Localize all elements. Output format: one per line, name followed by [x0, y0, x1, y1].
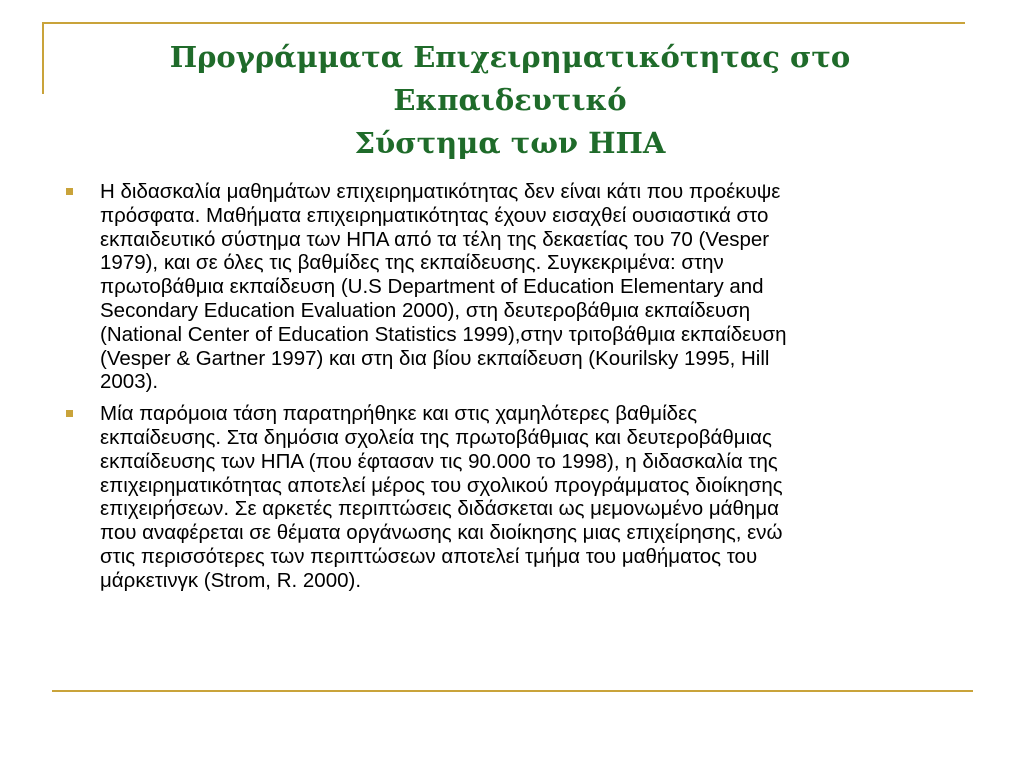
- slide-title-line: Σύστημα των ΗΠΑ: [354, 126, 666, 160]
- slide-title-line: Προγράμματα Επιχειρηματικότητας στο Εκπαιδευτικό: [169, 40, 851, 117]
- bullet-text-line: (National Center of Education Statistics 1999),στην τριτοβάθμια εκπαίδευση: [100, 322, 787, 346]
- bullet-text-line: Secondary Education Evaluation 2000), στη δευτεροβάθμια εκπαίδευση: [100, 298, 751, 322]
- square-bullet-icon: [66, 410, 73, 417]
- slide-title: [60, 36, 960, 165]
- square-bullet-icon: [66, 188, 73, 195]
- bullet-item: [66, 402, 966, 592]
- bullet-text-line: 1979), και σε όλες τις βαθμίδες της εκπαίδευσης. Συγκεκριμένα: στην: [100, 251, 724, 275]
- bullet-text-line: 2003).: [100, 370, 159, 394]
- bullet-text-line: Η διδασκαλία μαθημάτων επιχειρηματικότητας δεν είναι κάτι που προέκυψε: [100, 180, 781, 203]
- bullet-text-line: εκπαίδευσης των ΗΠΑ (που έφτασαν τις 90.000 το 1998), η διδασκαλία της: [100, 449, 778, 473]
- bullet-text-line: που αναφέρεται σε θέματα οργάνωσης και διοίκησης μιας επιχείρησης, ενώ: [100, 521, 783, 545]
- bullet-text-line: στις περισσότερες των περιπτώσεων αποτελεί τμήμα του μαθήματος του: [100, 544, 758, 568]
- bullet-text-line: εκπαίδευσης. Στα δημόσια σχολεία της πρωτοβάθμιας και δευτεροβάθμιας: [100, 425, 772, 449]
- bullet-text-line: επιχειρηματικότητας αποτελεί μέρος του σχολικού προγράμματος διοίκησης: [100, 473, 783, 497]
- title-accent-top-line: [42, 22, 965, 24]
- bullet-item: [66, 180, 966, 394]
- bullet-text-line: εκπαιδευτικό σύστημα των ΗΠΑ από τα τέλη της δεκαετίας του 70 (Vesper: [100, 227, 770, 251]
- footer-accent-line: [52, 690, 973, 692]
- title-accent-vertical-line: [42, 22, 44, 94]
- bullet-text-line: μάρκετινγκ (Strom, R. 2000).: [100, 568, 362, 592]
- bullet-text-line: πρωτοβάθμια εκπαίδευση (U.S Department of Education Elementary and: [100, 275, 764, 299]
- bullet-text-line: (Vesper & Gartner 1997) και στη δια βίου εκπαίδευση (Kourilsky 1995, Hill: [100, 346, 770, 370]
- bullet-list: [66, 180, 966, 601]
- bullet-text-line: επιχειρήσεων. Σε αρκετές περιπτώσεις διδάσκεται ως μεμονωμένο μάθημα: [100, 497, 779, 521]
- bullet-text-line: Μία παρόμοια τάση παρατηρήθηκε και στις χαμηλότερες βαθμίδες: [100, 402, 698, 426]
- bullet-text-line: πρόσφατα. Μαθήματα επιχειρηματικότητας έχουν εισαχθεί ουσιαστικά στο: [100, 203, 769, 227]
